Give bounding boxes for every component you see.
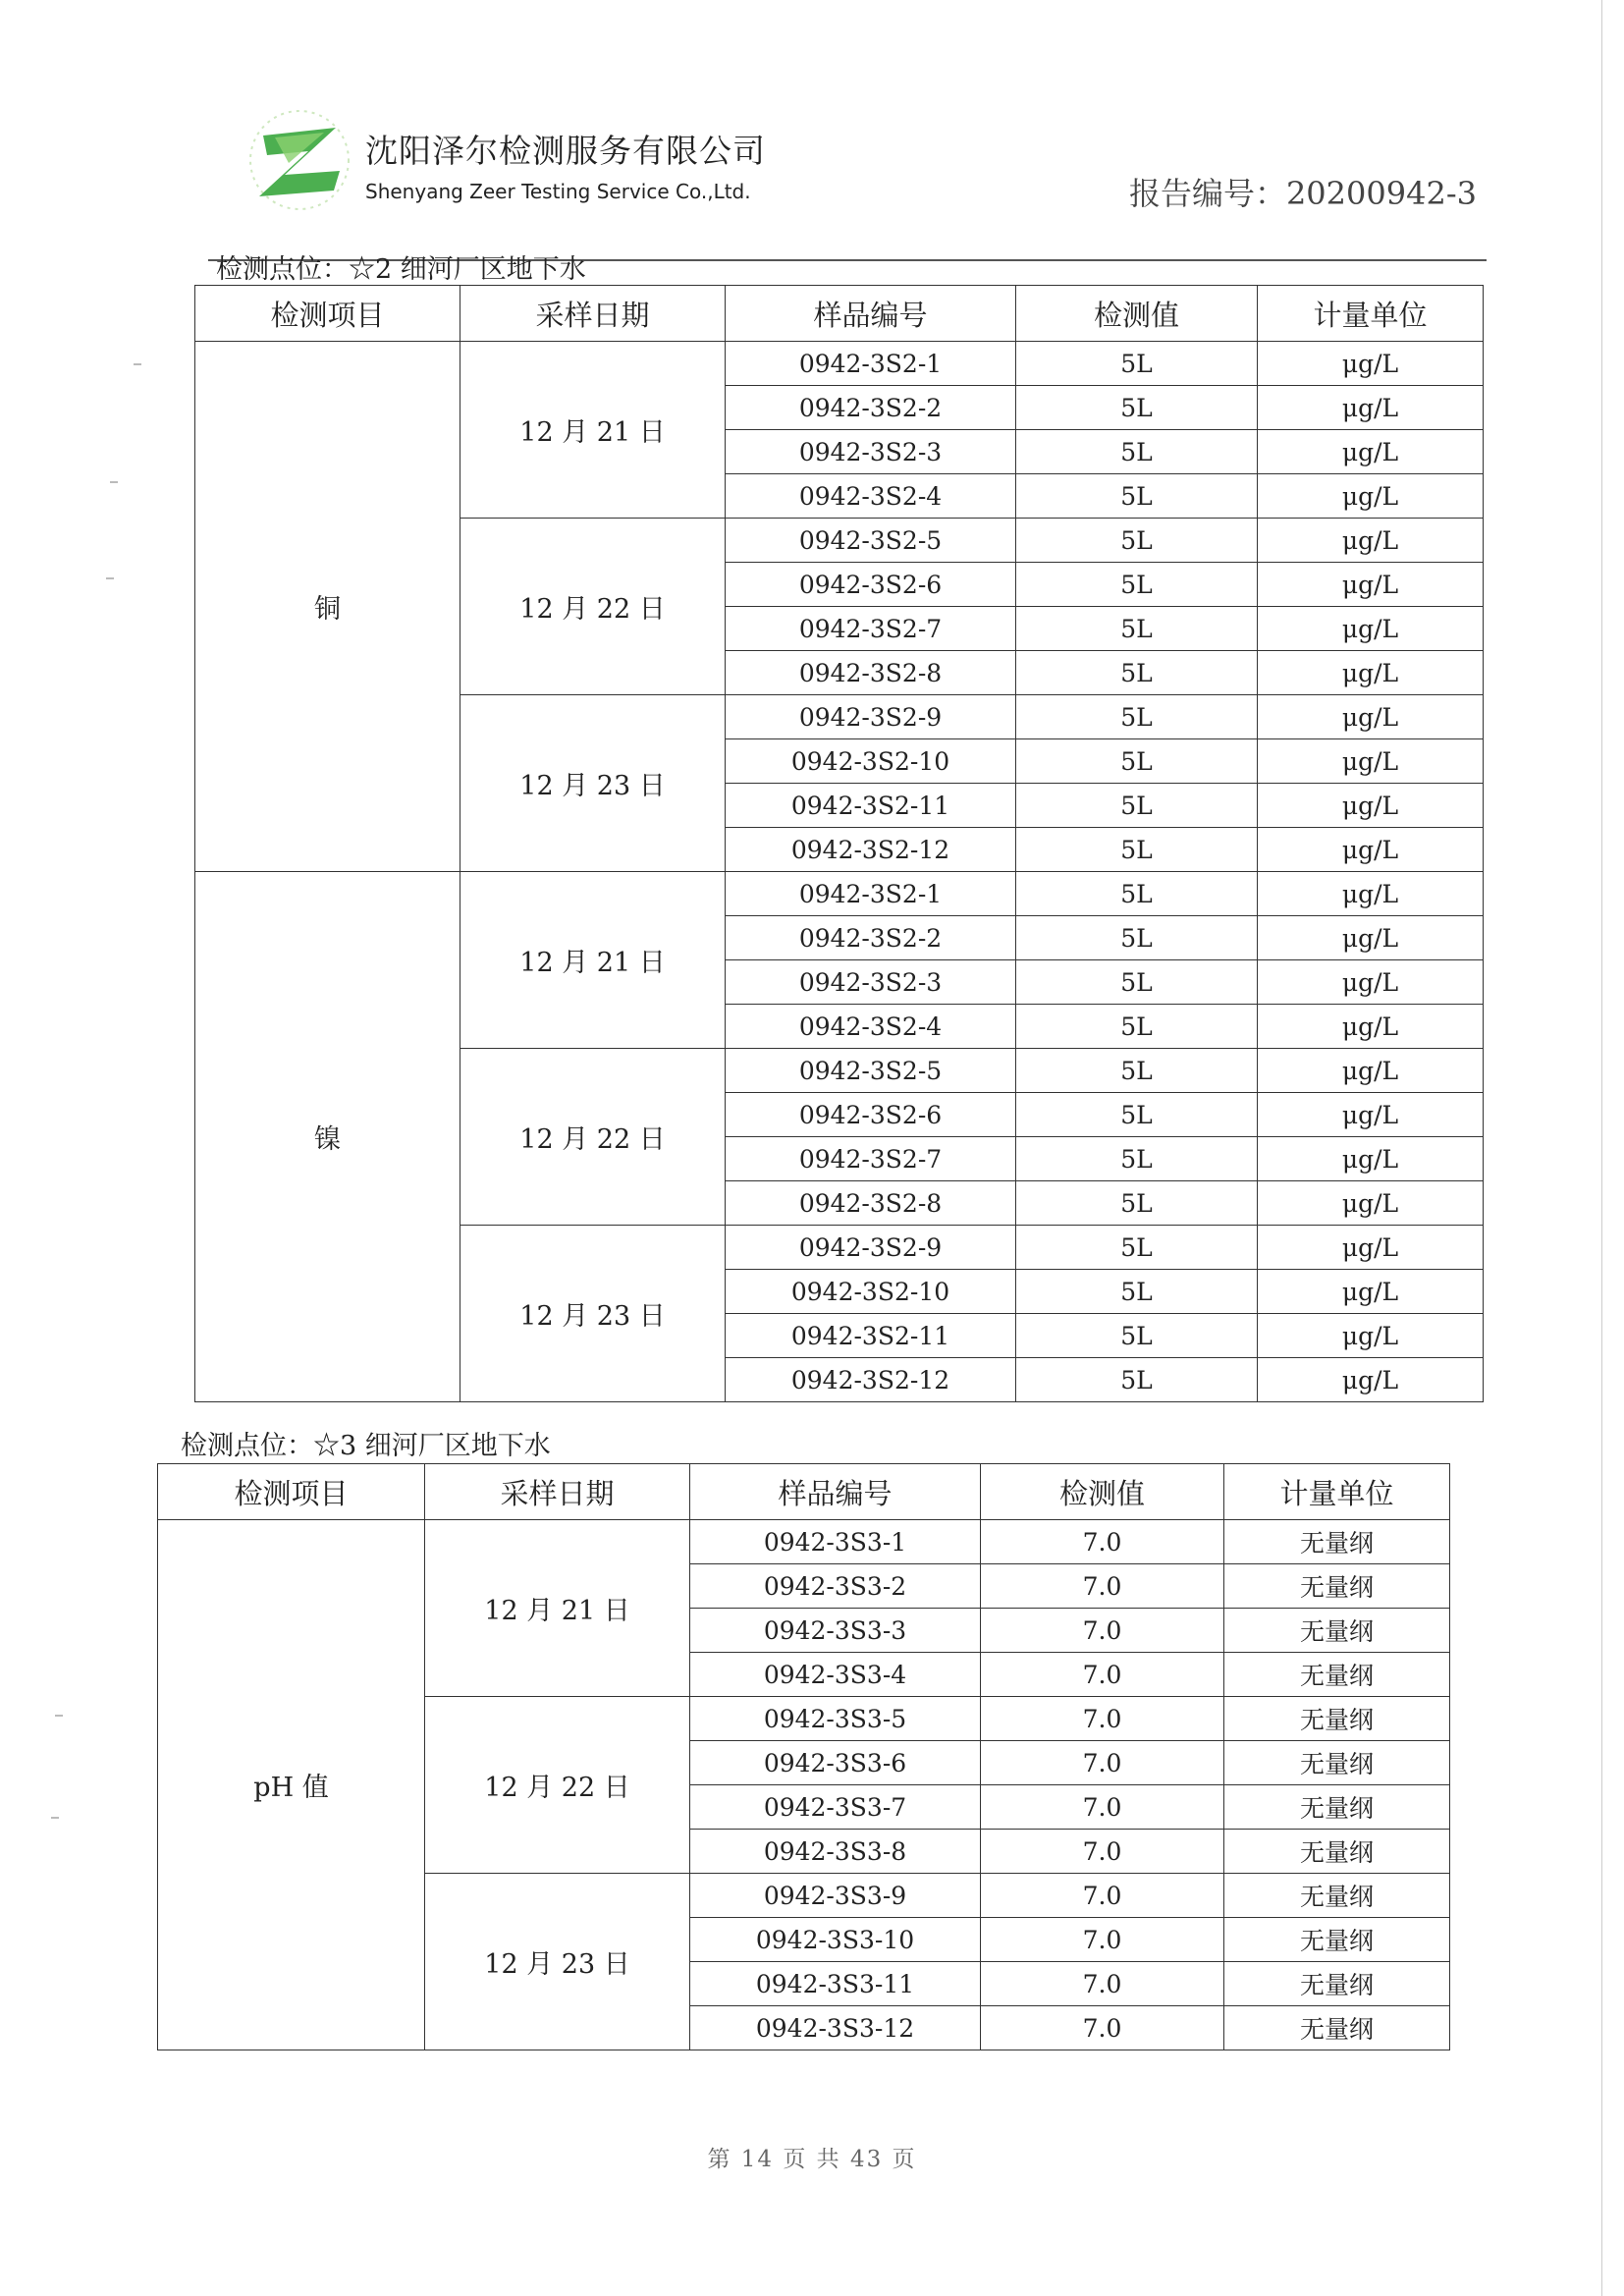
unit-cell: μg/L	[1258, 607, 1484, 651]
test-value-cell: 5L	[1016, 607, 1258, 651]
sample-id-cell: 0942-3S3-5	[690, 1697, 981, 1741]
column-header-item: 检测项目	[158, 1464, 425, 1520]
unit-cell: 无量纲	[1224, 1741, 1450, 1785]
unit-cell: μg/L	[1258, 1005, 1484, 1049]
unit-cell: μg/L	[1258, 474, 1484, 519]
sample-id-cell: 0942-3S3-8	[690, 1830, 981, 1874]
unit-cell: 无量纲	[1224, 1520, 1450, 1564]
sample-id-cell: 0942-3S2-12	[726, 828, 1016, 872]
column-header-value: 检测值	[981, 1464, 1224, 1520]
test-value-cell: 5L	[1016, 1226, 1258, 1270]
sample-id-cell: 0942-3S2-11	[726, 1314, 1016, 1358]
sample-id-cell: 0942-3S3-2	[690, 1564, 981, 1609]
sample-id-cell: 0942-3S2-8	[726, 1181, 1016, 1226]
test-value-cell: 5L	[1016, 474, 1258, 519]
unit-cell: μg/L	[1258, 1093, 1484, 1137]
sampling-date-cell: 12 月 21 日	[425, 1520, 690, 1697]
sample-id-cell: 0942-3S2-1	[726, 872, 1016, 916]
result-table-2	[157, 1463, 1450, 2050]
unit-cell: μg/L	[1258, 1270, 1484, 1314]
test-value-cell: 5L	[1016, 651, 1258, 695]
sample-id-cell: 0942-3S2-5	[726, 1049, 1016, 1093]
unit-cell: 无量纲	[1224, 1697, 1450, 1741]
sampling-date-cell: 12 月 21 日	[460, 872, 726, 1049]
unit-cell: 无量纲	[1224, 1564, 1450, 1609]
unit-cell: 无量纲	[1224, 1918, 1450, 1962]
scan-mark	[55, 1715, 63, 1717]
test-value-cell: 7.0	[981, 1697, 1224, 1741]
test-value-cell: 7.0	[981, 1520, 1224, 1564]
table-header-row	[195, 286, 1484, 342]
sample-id-cell: 0942-3S3-4	[690, 1653, 981, 1697]
sample-id-cell: 0942-3S3-1	[690, 1520, 981, 1564]
column-header-date: 采样日期	[460, 286, 726, 342]
unit-cell: μg/L	[1258, 828, 1484, 872]
sample-id-cell: 0942-3S2-11	[726, 784, 1016, 828]
unit-cell: μg/L	[1258, 872, 1484, 916]
unit-cell: μg/L	[1258, 1314, 1484, 1358]
test-value-cell: 5L	[1016, 1270, 1258, 1314]
test-value-cell: 5L	[1016, 960, 1258, 1005]
unit-cell: 无量纲	[1224, 1785, 1450, 1830]
column-header-value: 检测值	[1016, 286, 1258, 342]
test-item-cell: 镍	[195, 872, 460, 1402]
test-value-cell: 5L	[1016, 563, 1258, 607]
sample-id-cell: 0942-3S2-2	[726, 386, 1016, 430]
test-value-cell: 7.0	[981, 2006, 1224, 2050]
company-name	[365, 126, 766, 203]
unit-cell: μg/L	[1258, 651, 1484, 695]
unit-cell: μg/L	[1258, 1358, 1484, 1402]
sample-id-cell: 0942-3S2-2	[726, 916, 1016, 960]
table-header-row	[158, 1464, 1450, 1520]
sampling-date-cell: 12 月 22 日	[460, 1049, 726, 1226]
table-row	[195, 342, 1484, 386]
unit-cell: μg/L	[1258, 1181, 1484, 1226]
scan-mark	[134, 363, 141, 365]
company-name-cn: 沈阳泽尔检测服务有限公司	[365, 132, 766, 170]
test-value-cell: 5L	[1016, 1314, 1258, 1358]
test-value-cell: 7.0	[981, 1785, 1224, 1830]
test-value-cell: 5L	[1016, 1137, 1258, 1181]
sample-id-cell: 0942-3S2-3	[726, 960, 1016, 1005]
test-item-cell: 铜	[195, 342, 460, 872]
sample-id-cell: 0942-3S3-7	[690, 1785, 981, 1830]
sample-id-cell: 0942-3S2-4	[726, 474, 1016, 519]
section-title-1: 检测点位：☆2 细河厂区地下水	[216, 254, 586, 285]
test-value-cell: 7.0	[981, 1874, 1224, 1918]
sample-id-cell: 0942-3S2-4	[726, 1005, 1016, 1049]
unit-cell: μg/L	[1258, 916, 1484, 960]
unit-cell: 无量纲	[1224, 2006, 1450, 2050]
test-value-cell: 7.0	[981, 1741, 1224, 1785]
sample-id-cell: 0942-3S2-9	[726, 1226, 1016, 1270]
unit-cell: μg/L	[1258, 1049, 1484, 1093]
unit-cell: μg/L	[1258, 342, 1484, 386]
sample-id-cell: 0942-3S2-8	[726, 651, 1016, 695]
column-header-item: 检测项目	[195, 286, 460, 342]
sample-id-cell: 0942-3S2-10	[726, 739, 1016, 784]
test-value-cell: 5L	[1016, 1181, 1258, 1226]
scan-edge-line	[1601, 0, 1602, 2296]
test-value-cell: 5L	[1016, 872, 1258, 916]
sample-id-cell: 0942-3S2-5	[726, 519, 1016, 563]
unit-cell: μg/L	[1258, 1226, 1484, 1270]
column-header-unit: 计量单位	[1224, 1464, 1450, 1520]
unit-cell: μg/L	[1258, 430, 1484, 474]
sample-id-cell: 0942-3S2-12	[726, 1358, 1016, 1402]
sample-id-cell: 0942-3S2-9	[726, 695, 1016, 739]
sample-id-cell: 0942-3S2-7	[726, 1137, 1016, 1181]
result-table-1	[194, 285, 1484, 1402]
sample-id-cell: 0942-3S3-10	[690, 1918, 981, 1962]
test-value-cell: 5L	[1016, 519, 1258, 563]
scan-mark	[106, 577, 114, 579]
report-number: 报告编号：20200942-3	[1128, 175, 1477, 212]
sampling-date-cell: 12 月 23 日	[460, 695, 726, 872]
sampling-date-cell: 12 月 21 日	[460, 342, 726, 519]
unit-cell: μg/L	[1258, 1137, 1484, 1181]
sample-id-cell: 0942-3S3-12	[690, 2006, 981, 2050]
test-value-cell: 5L	[1016, 916, 1258, 960]
sampling-date-cell: 12 月 23 日	[460, 1226, 726, 1402]
sample-id-cell: 0942-3S2-1	[726, 342, 1016, 386]
sample-id-cell: 0942-3S3-11	[690, 1962, 981, 2006]
sample-id-cell: 0942-3S2-6	[726, 1093, 1016, 1137]
test-value-cell: 5L	[1016, 739, 1258, 784]
sampling-date-cell: 12 月 23 日	[425, 1874, 690, 2050]
unit-cell: 无量纲	[1224, 1653, 1450, 1697]
unit-cell: 无量纲	[1224, 1874, 1450, 1918]
test-value-cell: 7.0	[981, 1653, 1224, 1697]
company-name-en: Shenyang Zeer Testing Service Co.,Ltd.	[365, 180, 751, 203]
test-value-cell: 7.0	[981, 1830, 1224, 1874]
sample-id-cell: 0942-3S2-7	[726, 607, 1016, 651]
test-value-cell: 5L	[1016, 1093, 1258, 1137]
test-value-cell: 5L	[1016, 1005, 1258, 1049]
test-value-cell: 7.0	[981, 1962, 1224, 2006]
test-value-cell: 5L	[1016, 342, 1258, 386]
sampling-date-cell: 12 月 22 日	[460, 519, 726, 695]
test-value-cell: 5L	[1016, 1358, 1258, 1402]
unit-cell: 无量纲	[1224, 1962, 1450, 2006]
unit-cell: μg/L	[1258, 519, 1484, 563]
column-header-sample-id: 样品编号	[690, 1464, 981, 1520]
test-value-cell: 5L	[1016, 386, 1258, 430]
test-value-cell: 7.0	[981, 1918, 1224, 1962]
column-header-sample-id: 样品编号	[726, 286, 1016, 342]
zeer-z-logo-icon	[245, 106, 353, 214]
test-item-cell: pH 值	[158, 1520, 425, 2050]
scan-mark	[51, 1817, 59, 1819]
unit-cell: μg/L	[1258, 386, 1484, 430]
test-value-cell: 5L	[1016, 828, 1258, 872]
unit-cell: μg/L	[1258, 739, 1484, 784]
test-value-cell: 7.0	[981, 1609, 1224, 1653]
sample-id-cell: 0942-3S3-9	[690, 1874, 981, 1918]
sampling-date-cell: 12 月 22 日	[425, 1697, 690, 1874]
test-value-cell: 5L	[1016, 784, 1258, 828]
test-value-cell: 5L	[1016, 1049, 1258, 1093]
scan-mark	[110, 481, 118, 483]
sample-id-cell: 0942-3S2-10	[726, 1270, 1016, 1314]
sample-id-cell: 0942-3S2-6	[726, 563, 1016, 607]
test-value-cell: 5L	[1016, 430, 1258, 474]
column-header-date: 采样日期	[425, 1464, 690, 1520]
sample-id-cell: 0942-3S3-3	[690, 1609, 981, 1653]
section-title-2: 检测点位：☆3 细河厂区地下水	[181, 1431, 551, 1461]
unit-cell: μg/L	[1258, 695, 1484, 739]
column-header-unit: 计量单位	[1258, 286, 1484, 342]
unit-cell: μg/L	[1258, 563, 1484, 607]
table-row	[195, 872, 1484, 916]
table-row	[158, 1520, 1450, 1564]
test-value-cell: 5L	[1016, 695, 1258, 739]
unit-cell: μg/L	[1258, 960, 1484, 1005]
unit-cell: 无量纲	[1224, 1830, 1450, 1874]
page-footer: 第 14 页 共 43 页	[707, 2147, 917, 2172]
unit-cell: μg/L	[1258, 784, 1484, 828]
sample-id-cell: 0942-3S2-3	[726, 430, 1016, 474]
unit-cell: 无量纲	[1224, 1609, 1450, 1653]
sample-id-cell: 0942-3S3-6	[690, 1741, 981, 1785]
test-value-cell: 7.0	[981, 1564, 1224, 1609]
